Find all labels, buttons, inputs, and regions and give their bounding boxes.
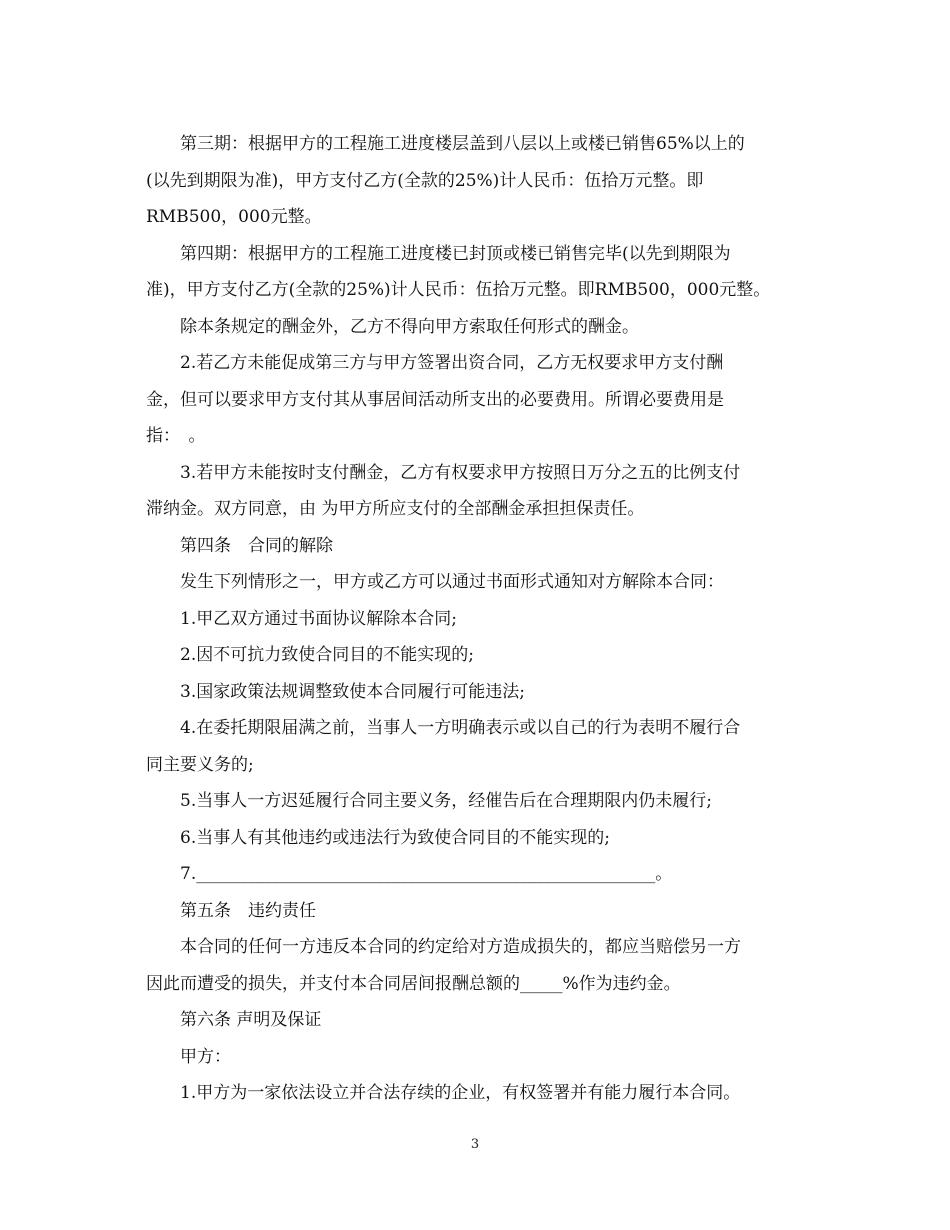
text-line: 指： 。 (146, 426, 206, 446)
text-line: 金，但可以要求甲方支付其从事居间活动所支出的必要费用。所谓必要费用是 (146, 389, 724, 410)
text-line: 滞纳金。双方同意，由 为甲方所应支付的全部酬金承担担保责任。 (146, 499, 645, 519)
text-line: 第六条 声明及保证 (180, 1010, 322, 1030)
paragraph (146, 1039, 806, 1076)
paragraph (146, 710, 806, 783)
text-line: 发生下列情形之一，甲方或乙方可以通过书面形式通知对方解除本合同： (180, 572, 724, 592)
document-body (146, 126, 806, 1112)
text-line: 2.因不可抗力致使合同目的不能实现的; (180, 645, 474, 665)
paragraph (146, 929, 806, 1002)
paragraph (146, 126, 806, 236)
paragraph (146, 528, 806, 565)
text-line: 同主要义务的; (146, 754, 254, 775)
paragraph (146, 820, 806, 857)
paragraph (146, 345, 806, 455)
text-line: 3.若甲方未能按时支付酬金，乙方有权要求甲方按照日万分之五的比例支付 (180, 462, 741, 483)
text-line: 准)，甲方支付乙方(全款的25%)计人民币：伍拾万元整。即RMB500，000元整。 (146, 280, 771, 300)
page-number: 3 (470, 1137, 480, 1152)
text-line: 4.在委托期限届满之前，当事人一方明确表示或以自己的行为表明不履行合 (180, 718, 741, 738)
paragraph (146, 564, 806, 601)
text-line: 1.甲乙双方通过书面协议解除本合同; (180, 608, 457, 629)
paragraph (146, 1002, 806, 1039)
text-line: 第三期：根据甲方的工程施工进度楼层盖到八层以上或楼已销售65%以上的 (180, 134, 745, 154)
text-line: RMB500，000元整。 (146, 207, 322, 227)
paragraph (146, 236, 806, 309)
paragraph (146, 856, 806, 893)
paragraph (146, 893, 806, 930)
text-line: 3.国家政策法规调整致使本合同履行可能违法; (180, 681, 525, 702)
text-line: 第五条 违约责任 (180, 900, 316, 921)
text-line: 第四条 合同的解除 (180, 535, 333, 556)
paragraph (146, 1075, 806, 1112)
text-line: (以先到期限为准)，甲方支付乙方(全款的25%)计人民币：伍拾万元整。即 (146, 170, 704, 191)
paragraph (146, 783, 806, 820)
text-line: 本合同的任何一方违反本合同的约定给对方造成损失的，都应当赔偿另一方 (180, 937, 741, 957)
paragraph (146, 637, 806, 674)
paragraph (146, 674, 806, 711)
paragraph (146, 601, 806, 638)
text-line: 2.若乙方未能促成第三方与甲方签署出资合同，乙方无权要求甲方支付酬 (180, 353, 724, 373)
text-line: 因此而遭受的损失，并支付本合同居间报酬总额的_____%作为违约金。 (146, 973, 681, 994)
text-line: 除本条规定的酬金外，乙方不得向甲方索取任何形式的酬金。 (180, 316, 639, 337)
text-line: 甲方： (180, 1046, 231, 1067)
text-line: 7.______________________________________________________。 (180, 864, 673, 884)
text-line: 5.当事人一方迟延履行合同主要义务，经催告后在合理期限内仍未履行; (180, 791, 712, 811)
paragraph (146, 309, 806, 346)
paragraph (146, 455, 806, 528)
text-line: 1.甲方为一家依法设立并合法存续的企业，有权签署并有能力履行本合同。 (180, 1083, 741, 1103)
text-line: 第四期：根据甲方的工程施工进度楼已封顶或楼已销售完毕(以先到期限为 (180, 243, 731, 264)
text-line: 6.当事人有其他违约或违法行为致使合同目的不能实现的; (180, 827, 610, 848)
